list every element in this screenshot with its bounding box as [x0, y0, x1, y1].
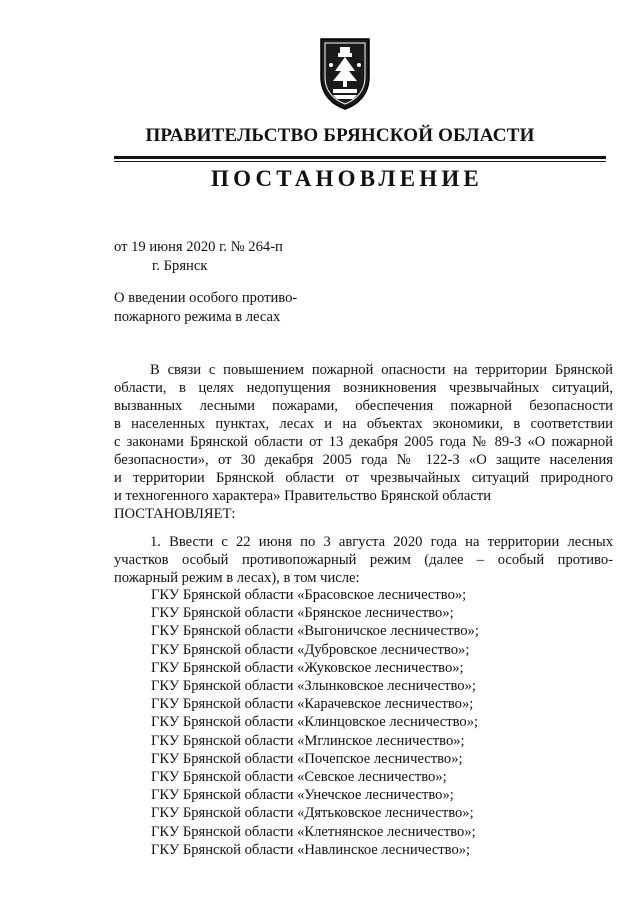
- preamble-line: безопасности», от 30 декабря 2005 года № 122-З «О защите населения: [114, 452, 613, 468]
- subject-line: О введении особого противо-: [114, 290, 298, 306]
- preamble-line: в населенных пунктах, лесах и на объектах экономики, в соответствии: [114, 416, 613, 432]
- forestry-list: [151, 586, 479, 859]
- preamble-line: с законами Брянской области от 13 декабря 2005 года № 89-З «О пожарной: [114, 434, 613, 450]
- clause-line: участков особый противопожарный режим (далее – особый противо-: [114, 552, 613, 568]
- list-item: ГКУ Брянской области «Мглинское лесничество»;: [151, 732, 465, 749]
- list-item: ГКУ Брянской области «Клетнянское лесничество»;: [151, 823, 476, 840]
- city: г. Брянск: [152, 258, 208, 274]
- date-number: от 19 июня 2020 г. № 264-п: [114, 239, 283, 255]
- coat-of-arms-icon: [313, 35, 377, 111]
- list-item: ГКУ Брянской области «Жуковское лесничество»;: [151, 659, 464, 676]
- subject-line: пожарного режима в лесах: [114, 309, 281, 325]
- decree-word: ПОСТАНОВЛЯЕТ:: [114, 506, 236, 522]
- list-item: ГКУ Брянской области «Брасовское лесничество»;: [151, 587, 467, 603]
- list-item: ГКУ Брянской области «Клинцовское лесничество»;: [151, 714, 479, 731]
- list-item: ГКУ Брянской области «Дятьковское лесничество»;: [151, 805, 474, 822]
- preamble-line: области, в целях недопущения возникновения чрезвычайных ситуаций,: [114, 380, 613, 396]
- list-item: ГКУ Брянской области «Карачевское лесничество»;: [151, 696, 474, 713]
- header-rule-thin: [114, 161, 606, 162]
- list-item: ГКУ Брянской области «Почепское лесничество»;: [151, 750, 463, 767]
- list-item: ГКУ Брянской области «Злынковское лесничество»;: [151, 678, 476, 695]
- preamble-line: и территории Брянской области от чрезвычайных ситуаций природного: [114, 470, 613, 486]
- list-item: ГКУ Брянской области «Навлинское лесничество»;: [151, 841, 471, 858]
- document-type-title: ПОСТАНОВЛЕНИЕ: [211, 166, 483, 191]
- list-item: ГКУ Брянской области «Выгоничское лесничество»;: [151, 623, 479, 640]
- clause-line: 1. Ввести с 22 июня по 3 августа 2020 года на территории лесных: [150, 534, 613, 550]
- organization-title: ПРАВИТЕЛЬСТВО БРЯНСКОЙ ОБЛАСТИ: [145, 125, 535, 146]
- list-item: ГКУ Брянской области «Брянское лесничество»;: [151, 605, 454, 622]
- preamble-line: вызванных лесными пожарами, обеспечения пожарной безопасности: [114, 398, 613, 414]
- list-item: ГКУ Брянской области «Дубровское лесничество»;: [151, 641, 470, 658]
- clause-line: пожарный режим в лесах), в том числе:: [114, 570, 360, 586]
- header-rule-thick: [114, 156, 606, 159]
- list-item: ГКУ Брянской области «Унечское лесничество»;: [151, 787, 454, 804]
- preamble-line: В связи с повышением пожарной опасности на территории Брянской: [150, 362, 613, 378]
- list-item: ГКУ Брянской области «Севское лесничество»;: [151, 769, 447, 786]
- preamble-line: и техногенного характера» Правительство Брянской области: [114, 488, 492, 504]
